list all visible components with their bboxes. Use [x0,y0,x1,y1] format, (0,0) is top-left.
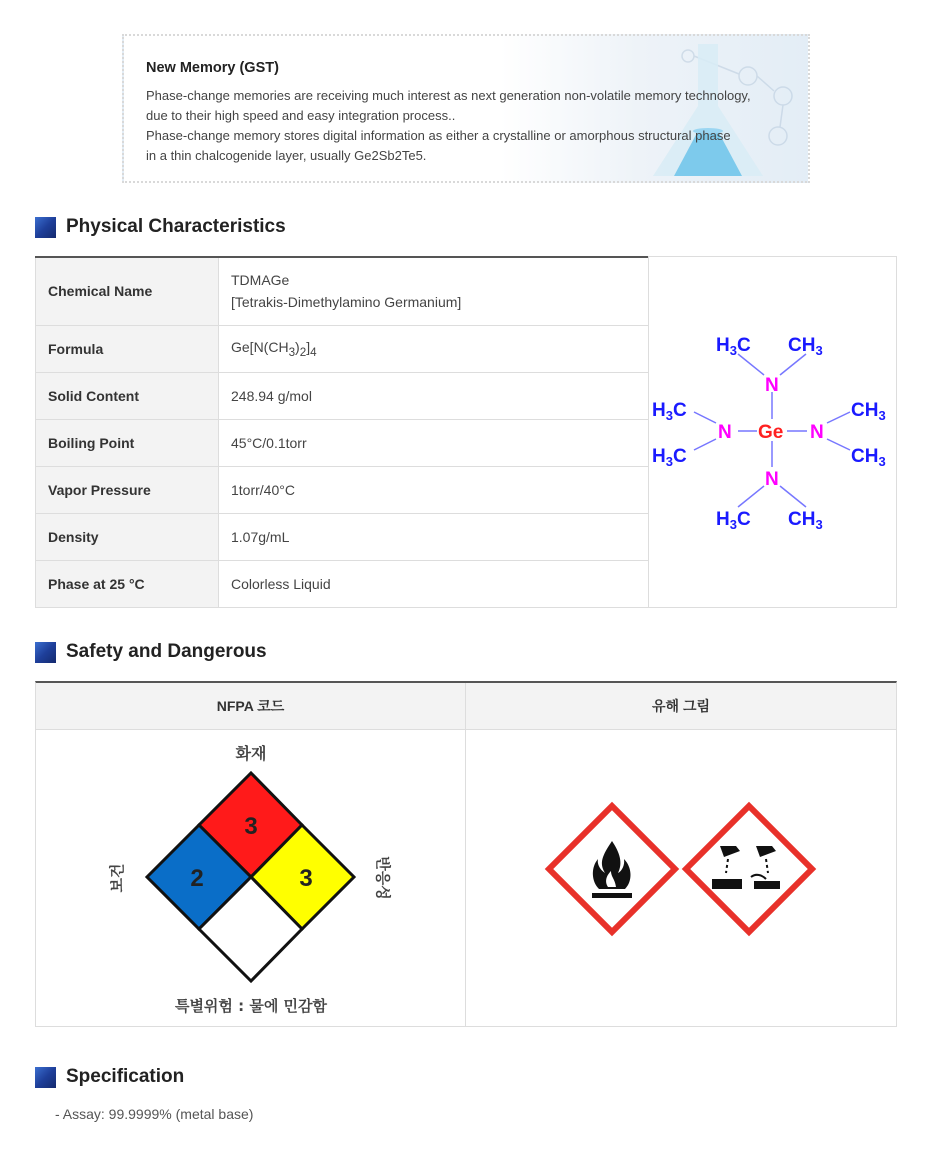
intro-line: Phase-change memories are receiving much interest as next generation non-volatile memory technology, [146,88,751,103]
row-value [219,257,650,325]
intro-title: New Memory (GST) [146,60,279,76]
ghs-pictograms [544,801,819,941]
fire-rating: 3 [244,813,258,840]
section-title: Safety and Dangerous [66,641,267,662]
tdmage-structure [649,257,896,607]
nitrogen-label: N [765,469,779,490]
spec-item: - Assay: 99.9999% (metal base) [55,1106,254,1122]
section-square-icon [35,217,56,238]
safety-section-heading [35,641,267,663]
ch3-label: $CH_3$ [788,335,823,358]
row-value: 248.94 g/mol [219,372,650,419]
section-square-icon [35,642,56,663]
h3c-label: $H_3C$ [716,335,751,358]
physical-table [35,256,649,608]
table-row [36,560,650,607]
row-key: Chemical Name [36,257,219,325]
spec-section-heading [35,1066,184,1088]
fire-label: 화재 [235,744,267,763]
row-value: Colorless Liquid [219,560,650,607]
row-value: 1.07g/mL [219,513,650,560]
flame-icon [549,806,675,932]
section-square-icon [35,1067,56,1088]
section-title: Specification [66,1066,185,1087]
nfpa-diamond [106,735,396,1020]
row-key: Density [36,513,219,560]
intro-line: in a thin chalcogenide layer, usually Ge2Sb2Te5. [146,148,427,163]
structure-diagram [648,256,897,608]
health-rating: 2 [190,865,204,892]
table-row [36,419,650,466]
table-row [36,325,650,372]
ch3-label: $CH_3$ [851,400,886,423]
row-key: Phase at 25 °C [36,560,219,607]
safety-table [35,681,897,1027]
germanium-label: Ge [758,422,784,443]
column-divider [465,683,466,1026]
row-key: Formula [36,325,219,372]
h3c-label: $H_3C$ [652,446,687,469]
formula-value: $Ge[N(CH_3)_2]_4$ [219,325,650,372]
table-row [36,257,650,325]
nitrogen-label: N [765,375,779,396]
reactivity-rating: 3 [299,865,313,892]
section-title: Physical Characteristics [66,216,286,237]
row-value: 45°C/0.1torr [219,419,650,466]
h3c-label: $H_3C$ [716,509,751,532]
intro-line: due to their high speed and easy integration process.. [146,108,456,123]
reactivity-label: 반응성 [374,856,392,900]
row-key: Boiling Point [36,419,219,466]
corrosion-icon [686,806,812,932]
row-key: Vapor Pressure [36,466,219,513]
nfpa-header: NFPA 코드 [36,683,465,730]
table-row [36,513,650,560]
pictogram-header: 유해 그림 [466,683,896,730]
chemical-fullname: [Tetrakis-Dimethylamino Germanium] [231,294,462,311]
health-label: 보건 [108,863,126,893]
h3c-label: $H_3C$ [652,400,687,423]
row-value: 1torr/40°C [219,466,650,513]
intro-box [122,34,810,183]
intro-body [146,86,796,166]
nitrogen-label: N [810,422,824,443]
ch3-label: $CH_3$ [788,509,823,532]
chemical-name: TDMAGe [231,272,290,289]
table-row [36,372,650,419]
table-row [36,466,650,513]
nitrogen-label: N [718,422,732,443]
row-key: Solid Content [36,372,219,419]
ch3-label: $CH_3$ [851,446,886,469]
intro-line: Phase-change memory stores digital information as either a crystalline or amorphous structural phase [146,128,731,143]
special-hazard-label: 특별위험 : 물에 민감함 [174,997,328,1015]
physical-section-heading [35,216,286,238]
